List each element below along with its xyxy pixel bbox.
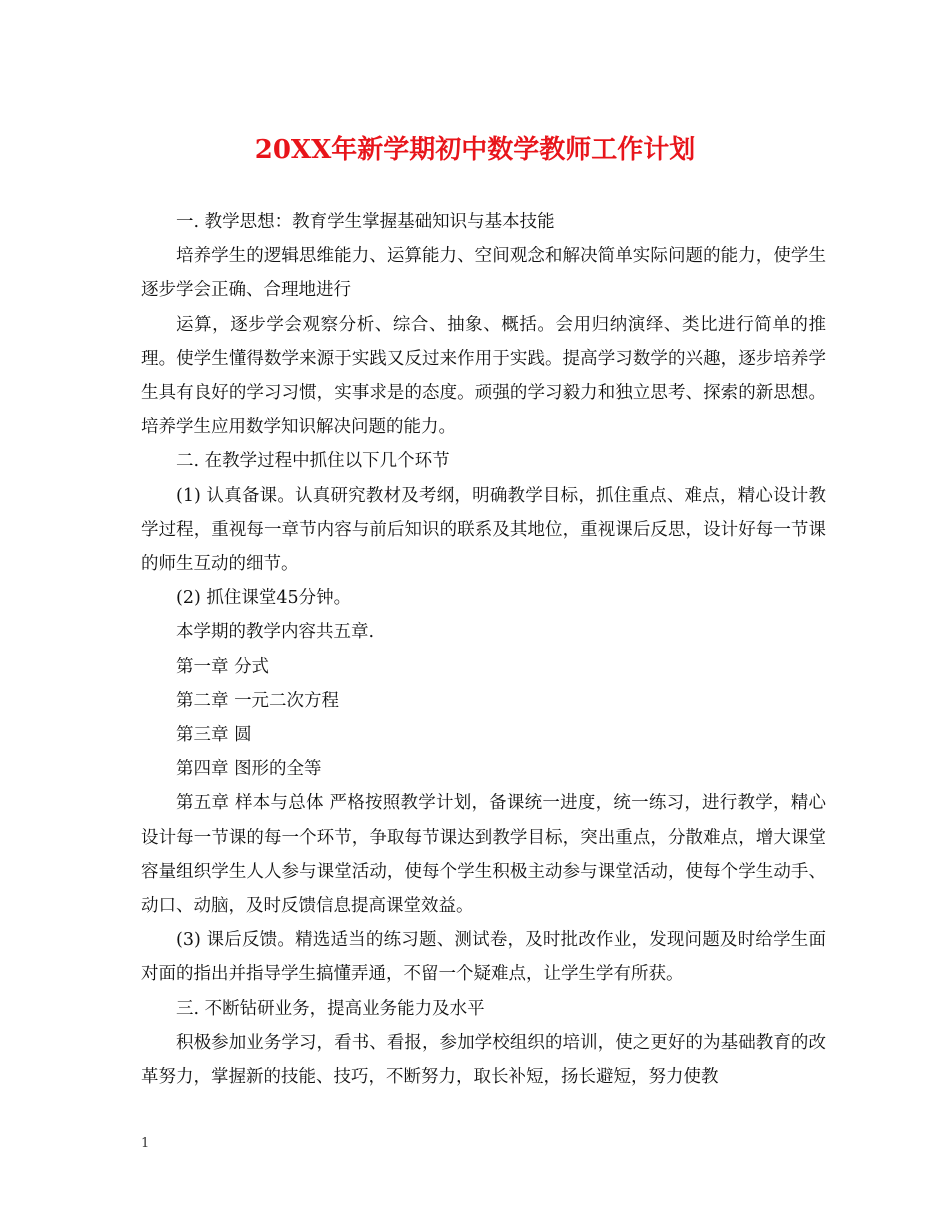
section-heading-2: 二. 在教学过程中抓住以下几个环节: [176, 451, 450, 472]
section-heading-3: 三. 不断钻研业务，提高业务能力及水平: [176, 998, 485, 1019]
list-item: (2) 抓住课堂45分钟。: [176, 588, 352, 609]
paragraph: 积极参加业务学习，看书、看报，参加学校组织的培训，使之更好的为基础教育的改革努力，掌握新的技能、技巧，不断努力，取长补短，扬长避短，努力使教: [141, 1032, 826, 1088]
list-item: (1) 认真备课。认真研究教材及考纲，明确教学目标，抓住重点、难点，精心设计教学过程，重视每一章节内容与前后知识的联系及其地位，重视课后反思，设计好每一节课的师生互动的细节。: [141, 485, 826, 575]
document-body: [141, 205, 826, 1094]
paragraph: 运算，逐步学会观察分析、综合、抽象、概括。会用归纳演绎、类比进行简单的推理。使学生懂得数学来源于实践又反过来作用于实践。提高学习数学的兴趣，逐步培养学生具有良好的学习习惯，实事求是的态度。顽强的学习毅力和独立思考、探索的新思想。培养学生应用数学知识解决问题的能力。: [141, 314, 826, 438]
paragraph: 本学期的教学内容共五章.: [176, 622, 375, 643]
chapter-item: 第二章 一元二次方程: [176, 690, 340, 711]
list-item: (3) 课后反馈。精选适当的练习题、测试卷，及时批改作业，发现问题及时给学生面对面的指出并指导学生搞懂弄通，不留一个疑难点，让学生学有所获。: [141, 930, 826, 985]
document-title: 20XX年新学期初中数学教师工作计划: [254, 135, 696, 165]
chapter-item: 第四章 图形的全等: [176, 759, 322, 780]
chapter-item: 第一章 分式: [176, 656, 270, 677]
section-heading-1: 一. 教学思想：教育学生掌握基础知识与基本技能: [176, 212, 555, 232]
page-number: 1: [141, 1136, 150, 1151]
chapter-item: 第五章 样本与总体 严格按照教学计划，备课统一进度，统一练习，进行教学，精心设计每一节课的每一个环节，争取每节课达到教学目标，突出重点，分散难点，增大课堂容量组织学生人人参与课堂活动，使每个学生积极主动参与课堂活动，使每个学生动手、动口、动脑，及时反馈信息提高课堂效益。: [141, 793, 826, 917]
chapter-item: 第三章 圆: [176, 725, 252, 746]
paragraph: 培养学生的逻辑思维能力、运算能力、空间观念和解决简单实际问题的能力，使学生逐步学会正确、合理地进行: [141, 246, 826, 301]
